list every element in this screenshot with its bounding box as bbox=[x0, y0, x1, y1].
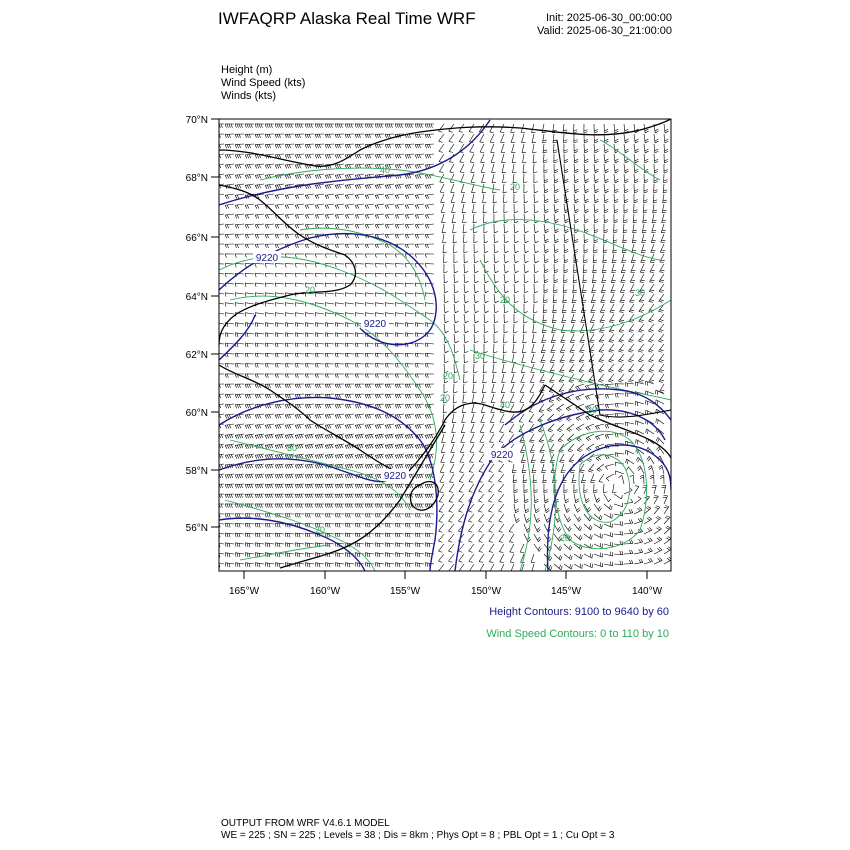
lat-label: 66°N bbox=[185, 233, 208, 244]
speed-contour-label: 40 bbox=[499, 400, 511, 410]
lat-label: 70°N bbox=[185, 115, 208, 126]
lon-label: 150°W bbox=[470, 586, 502, 597]
wind-speed-contour-info: Wind Speed Contours: 0 to 110 by 10 bbox=[486, 628, 669, 640]
speed-contour-label: 30 bbox=[634, 288, 646, 298]
speed-contour-label: 20 bbox=[586, 405, 598, 415]
footer-model: OUTPUT FROM WRF V4.6.1 MODEL bbox=[221, 818, 390, 829]
lat-label: 60°N bbox=[185, 408, 208, 419]
speed-contour-label: 20 bbox=[314, 525, 326, 535]
speed-contour-label: 40 bbox=[379, 165, 391, 175]
legend-wind-speed: Wind Speed (kts) bbox=[221, 77, 306, 89]
speed-contour-label: 30 bbox=[286, 443, 298, 453]
lat-label: 56°N bbox=[185, 523, 208, 534]
valid-time: Valid: 2025-06-30_21:00:00 bbox=[537, 25, 672, 37]
height-contour-label: 9220 bbox=[255, 253, 279, 264]
speed-contour-label: 20 bbox=[439, 393, 451, 403]
lat-label: 62°N bbox=[185, 350, 208, 361]
speed-contour-label: 20 bbox=[442, 371, 454, 381]
height-contour-label: 9220 bbox=[383, 471, 407, 482]
model-footer bbox=[221, 818, 614, 842]
lon-label: 160°W bbox=[309, 586, 341, 597]
speed-contour-label: 20 bbox=[304, 285, 316, 295]
lon-label: 155°W bbox=[389, 586, 421, 597]
lon-label: 165°W bbox=[228, 586, 260, 597]
legend-winds: Winds (kts) bbox=[221, 90, 276, 102]
lon-label: 145°W bbox=[550, 586, 582, 597]
speed-contour-label: 20 bbox=[509, 182, 521, 192]
lon-label: 140°W bbox=[631, 586, 663, 597]
longitude-labels bbox=[229, 586, 663, 597]
height-contour-label: 9220 bbox=[490, 450, 514, 461]
height-contour-label: 9220 bbox=[363, 319, 387, 330]
lat-label: 68°N bbox=[185, 173, 208, 184]
lat-label: 64°N bbox=[185, 292, 208, 303]
height-contour-info: Height Contours: 9100 to 9640 by 60 bbox=[489, 606, 669, 618]
latitude-labels bbox=[186, 115, 208, 534]
speed-contour-label: 20 bbox=[499, 295, 511, 305]
footer-settings: WE = 225 ; SN = 225 ; Levels = 38 ; Dis = 8km ; Phys Opt = 8 ; PBL Opt = 1 ; Cu Opt = 3 bbox=[221, 830, 615, 841]
speed-contour-label: 30 bbox=[474, 351, 486, 361]
page-title: IWFAQRP Alaska Real Time WRF bbox=[218, 9, 476, 28]
legend-height: Height (m) bbox=[221, 64, 273, 76]
speed-contour-label: 20 bbox=[559, 533, 571, 543]
lat-label: 58°N bbox=[185, 466, 208, 477]
init-time: Init: 2025-06-30_00:00:00 bbox=[546, 12, 672, 24]
